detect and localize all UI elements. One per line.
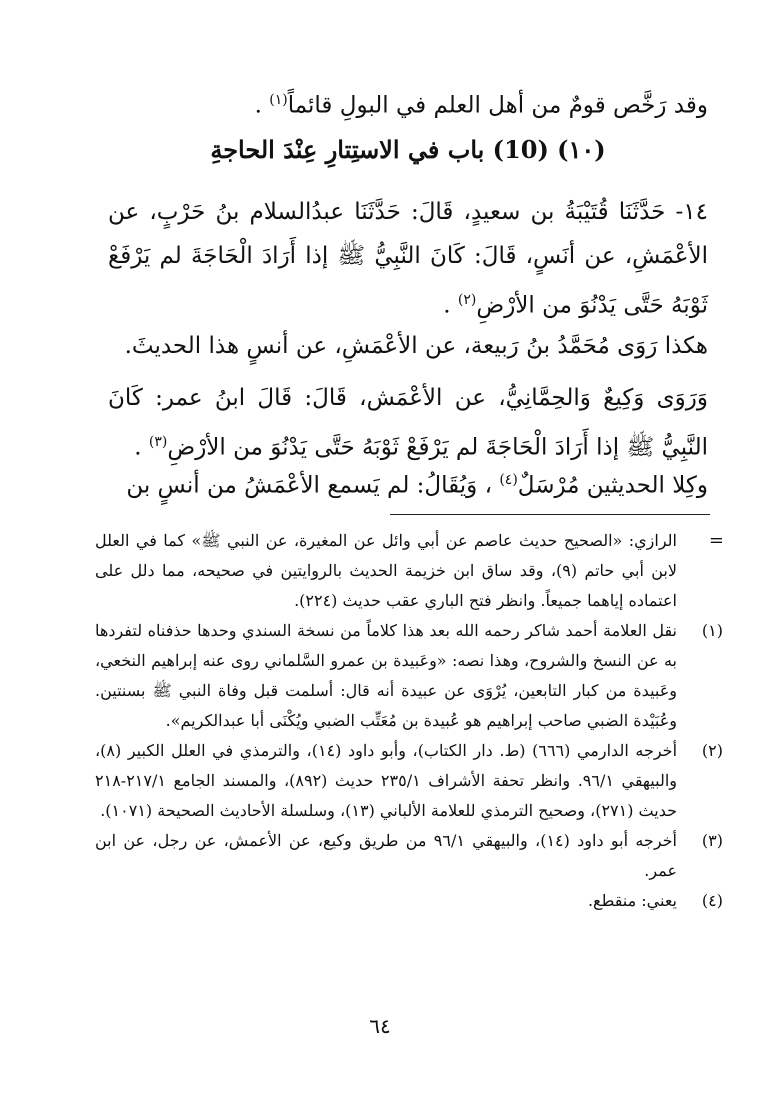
paragraph-text: وَرَوَى وَكِيعٌ وَالحِمَّانِيُّ، عن الأعْمَش، قَالَ: قَالَ ابنُ عمر: كَانَ النَّبِيُّ ﷺ إذا أَرَادَ الْحَاجَةَ لم يَرْفَعْ ثَوْبَهُ حَتَّى يَدْنُوَ من الأرْضِ	[108, 385, 708, 461]
paragraph-text: وكِلا الحديثين مُرْسَلٌ	[517, 472, 708, 499]
paragraph-riwaya-rabia	[108, 326, 708, 366]
paragraph-mursal	[108, 460, 708, 506]
footnote-1	[95, 616, 723, 736]
footnote-ref-3[interactable]: (٣)	[148, 434, 168, 450]
hadith-14	[108, 190, 708, 328]
page-number: ٦٤	[369, 1014, 391, 1038]
paragraph-text: هكذا رَوَى مُحَمَّدُ بنُ رَبيعة، عن الأعْمَشِ، عن أنسٍ هذا الحديثَ.	[124, 333, 708, 359]
footnote-ref-2[interactable]: (٢)	[457, 292, 477, 308]
footnote-2	[95, 736, 723, 826]
footnote-text: نقل العلامة أحمد شاكر رحمه الله بعد هذا كلاماً من نسخة السندي وحدها حذفناه لتفردها به عن النسخ والشروح، وهذا نصه: «وعَبيدة بن عمرو السَّلماني روى عنه إبراهيم النخعي، وعَبيدة من كبار التابعين، يُرْوَى عن عبيدة أنه قال: أسلمت قبل وفاة النبي ﷺ بسنتين. وعُبَيْدة الضبي صاحب إبراهيم هو عُبيدة بن مُعَتِّب الضبي ويُكْنَى أبا عبدالكريم».	[95, 621, 677, 730]
footnote-text: يعني: منقطع.	[587, 891, 677, 910]
paragraph-end: .	[443, 292, 458, 319]
footnote-text: الرازي: «الصحيح حديث عاصم عن أبي وائل عن المغيرة، عن النبي ﷺ» كما في العلل لابن أبي حاتم (٩)، وقد ساق ابن خزيمة الحديث بالروايتين في صحيحه، مما دلل على اعتماده إياهما جميعاً. وانظر فتح الباري عقب حديث (٢٢٤).	[95, 531, 678, 610]
footnote-marker: (١)	[701, 621, 723, 640]
footnote-ref-4[interactable]: (٤)	[499, 472, 518, 488]
footnote-3	[95, 826, 723, 886]
paragraph-riwaya-wakie	[108, 376, 708, 470]
continuation-mark: =	[708, 530, 724, 551]
paragraph-text: وقد رَخَّص قومٌ من أهل العلم في البولِ قائماً	[287, 92, 708, 119]
paragraph-end: ، وَيُقَالُ: لم يَسمع الأعْمَشُ من أنسٍ بن	[126, 472, 500, 499]
footnote-ref-1[interactable]: (١)	[269, 92, 288, 108]
paragraph-bawl-qaiman	[108, 80, 708, 126]
footnote-text: أخرجه أبو داود (١٤)، والبيهقي ٩٦/١ من طريق وكيع، عن الأعمش، عن رجل، عن ابن عمر.	[95, 831, 677, 880]
footnote-marker: (٣)	[701, 831, 723, 850]
footnotes	[95, 526, 723, 916]
paragraph-end: .	[134, 434, 149, 461]
footnote-text: أخرجه الدارمي (٦٦٦) (ط. دار الكتاب)، وأبو داود (١٤)، والترمذي في العلل الكبير (٨)، والبيهقي ٩٦/١. وانظر تحفة الأشراف ٢٣٥/١ حديث (٨٩٢)، والمسند الجامع ٢١٧/١-٢١٨ حديث (٢٧١)، وصحيح الترمذي للعلامة الألباني (١٣)، وسلسلة الأحاديث الصحيحة (١٠٧١).	[95, 741, 678, 820]
footnote-marker: (٢)	[701, 741, 723, 760]
hadith-text: ١٤- حَدَّثَنَا قُتَيْبَةُ بن سعيدٍ، قَالَ: حَدَّثَنَا عبدُالسلام بنُ حَرْبٍ، عن الأعْمَشِ، عن أنَسٍ، قَالَ: كَانَ النَّبِيُّ ﷺ إذا أَرَادَ الْحَاجَةَ لم يَرْفَعْ ثَوْبَهُ حَتَّى يَدْنُوَ من الأرْضِ	[108, 199, 708, 319]
chapter-heading: (١٠) (10) باب في الاستِتارِ عِنْدَ الحاجةِ	[210, 135, 606, 164]
footnote-continuation	[95, 526, 723, 616]
paragraph-end: .	[254, 92, 270, 119]
footnote-separator	[390, 514, 710, 515]
footnote-marker: (٤)	[701, 891, 723, 910]
footnote-4	[95, 886, 723, 916]
